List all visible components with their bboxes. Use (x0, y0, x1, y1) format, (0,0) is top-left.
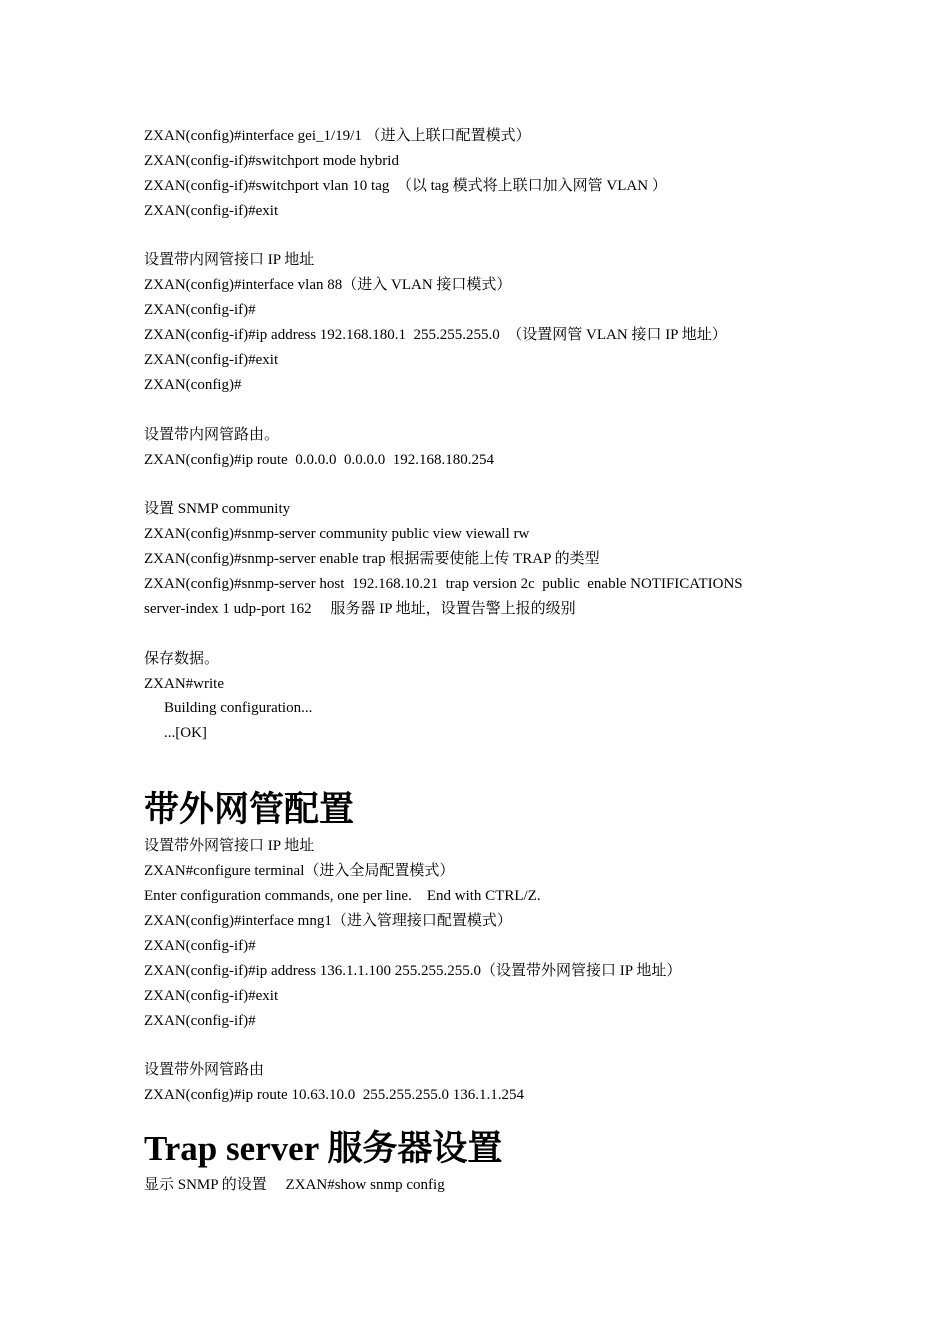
text-line: server-index 1 udp-port 162 服务器 IP 地址，设置告警上报的级别 (144, 600, 576, 617)
text-line: ZXAN(config)# (144, 376, 242, 393)
text-line: ZXAN(config)#snmp-server host 192.168.10.21 trap version 2c public enable NOTIFICATIONS (144, 576, 743, 593)
text-line: ZXAN(config)#snmp-server community public view viewall rw (144, 526, 530, 543)
text-line: ZXAN(config-if)# (144, 937, 256, 954)
text-line-indented: Building configuration... (164, 700, 313, 717)
text-line: 显示 SNMP 的设置 ZXAN#show snmp config (144, 1177, 445, 1194)
blank-line (144, 472, 844, 497)
blank-line (144, 1033, 844, 1058)
text-line: ZXAN(config-if)#switchport mode hybrid (144, 152, 399, 169)
outband-config-block (144, 834, 844, 1108)
text-line: 保存数据。 (144, 650, 220, 667)
trap-config-block (144, 1173, 844, 1198)
text-line: 设置带内网管接口 IP 地址 (144, 252, 315, 269)
text-line: ZXAN(config-if)#exit (144, 202, 279, 219)
section-heading-outband: 带外网管配置 (144, 790, 355, 830)
text-line: ZXAN#configure terminal（进入全局配置模式） (144, 863, 455, 880)
text-line: ZXAN#write (144, 675, 224, 692)
text-line: ZXAN(config-if)#exit (144, 987, 279, 1004)
section-heading-trap-server: Trap server 服务器设置 (144, 1129, 503, 1169)
text-line: ZXAN(config-if)#exit (144, 352, 279, 369)
text-line: ZXAN(config-if)#ip address 192.168.180.1 255.255.255.0 （设置网管 VLAN 接口 IP 地址） (144, 327, 727, 344)
text-line: ZXAN(config-if)# (144, 302, 256, 319)
text-line: ZXAN(config-if)#switchport vlan 10 tag （以 tag 模式将上联口加入网管 VLAN ） (144, 177, 667, 194)
blank-line (144, 622, 844, 647)
text-line: ZXAN(config)#snmp-server enable trap 根据需要使能上传 TRAP 的类型 (144, 551, 600, 568)
text-line: 设置带外网管接口 IP 地址 (144, 838, 315, 855)
text-line: ZXAN(config)#ip route 10.63.10.0 255.255.255.0 136.1.1.254 (144, 1087, 524, 1104)
text-line: ZXAN(config-if)# (144, 1012, 256, 1029)
text-line: ZXAN(config)#interface mng1（进入管理接口配置模式） (144, 912, 512, 929)
text-line: ZXAN(config)#interface vlan 88（进入 VLAN 接口模式） (144, 277, 512, 294)
text-line: ZXAN(config-if)#ip address 136.1.1.100 255.255.255.0（设置带外网管接口 IP 地址） (144, 962, 682, 979)
blank-line (144, 224, 844, 249)
text-line: Enter configuration commands, one per line. End with CTRL/Z. (144, 888, 541, 905)
text-line: 设置带内网管路由。 (144, 426, 280, 443)
text-line-indented: ...[OK] (164, 725, 207, 742)
text-line: 设置带外网管路由 (144, 1062, 265, 1079)
blank-line (144, 398, 844, 423)
inband-config-block (144, 124, 844, 746)
document-page (144, 124, 844, 1198)
text-line: ZXAN(config)#interface gei_1/19/1 （进入上联口配置模式） (144, 128, 531, 144)
text-line: 设置 SNMP community (144, 501, 291, 518)
text-line: ZXAN(config)#ip route 0.0.0.0 0.0.0.0 192.168.180.254 (144, 451, 494, 468)
